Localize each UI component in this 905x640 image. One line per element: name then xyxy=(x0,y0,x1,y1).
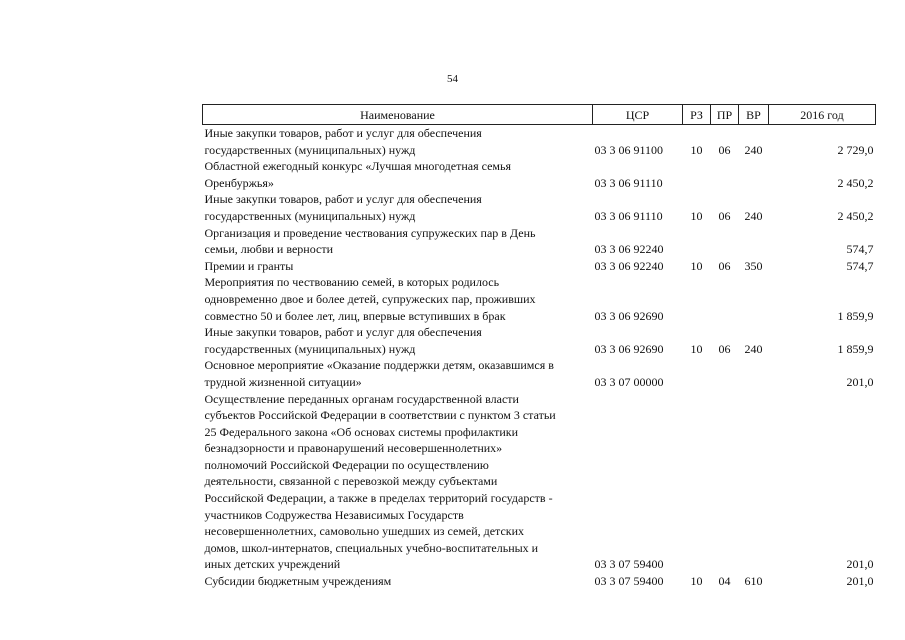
row-name-line: субъектов Российской Федерации в соответствии с пунктом 3 статьи xyxy=(204,408,556,423)
row-pr xyxy=(711,274,739,324)
row-amount: 2 450,2 xyxy=(837,175,874,190)
row-csr: 03 3 07 59400 xyxy=(594,574,664,589)
budget-table xyxy=(202,104,876,590)
row-rz: 10 xyxy=(690,258,703,273)
row-pr: 06 xyxy=(718,258,731,273)
table-header-row xyxy=(203,105,876,125)
row-csr: 03 3 06 92690 xyxy=(594,341,664,356)
row-pr: 06 xyxy=(718,341,731,356)
row-rz: 10 xyxy=(690,142,703,157)
row-name-line: 25 Федерального закона «Об основах системы профилактики xyxy=(204,424,519,439)
row-name-line: Мероприятия по чествованию семей, в которых родилось xyxy=(204,275,500,290)
row-pr xyxy=(711,357,739,390)
row-csr: 03 3 06 91100 xyxy=(594,142,664,157)
row-name-line: совместно 50 и более лет, лиц, впервые вступивших в брак xyxy=(204,308,506,323)
table-row xyxy=(203,324,876,357)
row-csr: 03 3 07 00000 xyxy=(594,374,664,389)
row-name xyxy=(203,125,593,159)
row-vr xyxy=(739,274,769,324)
table-row xyxy=(203,357,876,390)
row-name xyxy=(203,258,593,275)
table-row xyxy=(203,191,876,224)
row-name-line: безнадзорности и правонарушений несовершеннолетних» xyxy=(204,441,503,456)
row-name-line: одновременно двое и более детей, супружеских пар, проживших xyxy=(204,291,536,306)
row-vr xyxy=(739,357,769,390)
table-row xyxy=(203,125,876,159)
row-name xyxy=(203,324,593,357)
row-vr: 240 xyxy=(744,341,763,356)
row-amount: 574,7 xyxy=(846,258,874,273)
column-header-name: Наименование xyxy=(203,105,593,125)
row-name-line: Российской Федерации, а также в пределах территорий государств - xyxy=(204,491,553,506)
row-vr xyxy=(739,158,769,191)
table-row xyxy=(203,258,876,275)
row-name-line: Оренбуржья» xyxy=(204,175,274,190)
row-name-line: несовершеннолетних, самовольно ушедших из семей, детских xyxy=(204,524,525,539)
row-name-line: Осуществление переданных органам государственной власти xyxy=(204,391,519,406)
row-name-line: Субсидии бюджетным учреждениям xyxy=(204,574,392,589)
row-vr xyxy=(739,225,769,258)
row-csr: 03 3 06 92690 xyxy=(594,308,664,323)
row-name-line: Областной ежегодный конкурс «Лучшая многодетная семья xyxy=(204,159,511,174)
table-row xyxy=(203,274,876,324)
row-amount: 201,0 xyxy=(846,374,874,389)
row-name xyxy=(203,357,593,390)
row-pr xyxy=(711,225,739,258)
table-row xyxy=(203,573,876,590)
row-vr: 350 xyxy=(744,258,763,273)
row-name-line: Иные закупки товаров, работ и услуг для обеспечения xyxy=(204,325,482,340)
row-name-line: домов, школ-интернатов, специальных учебно-воспитательных и xyxy=(204,540,539,555)
row-vr: 610 xyxy=(744,574,763,589)
row-amount: 574,7 xyxy=(846,242,874,257)
row-name xyxy=(203,391,593,574)
row-amount: 1 859,9 xyxy=(837,341,874,356)
row-rz xyxy=(683,158,711,191)
row-csr: 03 3 06 92240 xyxy=(594,258,664,273)
row-csr: 03 3 06 92240 xyxy=(594,242,664,257)
row-pr xyxy=(711,158,739,191)
row-rz: 10 xyxy=(690,341,703,356)
row-name-line: участников Содружества Независимых Государств xyxy=(204,507,464,522)
row-rz: 10 xyxy=(690,574,703,589)
row-name-line: Организация и проведение чествования супружеских пар в День xyxy=(204,225,536,240)
row-name-line: полномочий Российской Федерации по осуществлению xyxy=(204,457,489,472)
column-header-year: 2016 год xyxy=(769,105,876,125)
row-pr xyxy=(711,391,739,574)
row-name-line: деятельности, связанной с перевозкой между субъектами xyxy=(204,474,498,489)
row-name xyxy=(203,274,593,324)
table-row xyxy=(203,391,876,574)
row-name-line: иных детских учреждений xyxy=(204,557,341,572)
row-rz xyxy=(683,225,711,258)
column-header-csr: ЦСР xyxy=(593,105,683,125)
row-pr: 04 xyxy=(718,574,731,589)
row-amount: 201,0 xyxy=(846,574,874,589)
row-amount: 2 450,2 xyxy=(837,208,874,223)
row-vr xyxy=(739,391,769,574)
table-body xyxy=(203,125,876,590)
row-name-line: государственных (муниципальных) нужд xyxy=(204,208,416,223)
row-vr: 240 xyxy=(744,142,763,157)
row-rz xyxy=(683,357,711,390)
table-row xyxy=(203,225,876,258)
row-pr: 06 xyxy=(718,142,731,157)
row-name xyxy=(203,158,593,191)
row-name-line: государственных (муниципальных) нужд xyxy=(204,142,416,157)
row-pr: 06 xyxy=(718,208,731,223)
row-name-line: Премии и гранты xyxy=(204,258,294,273)
row-name-line: трудной жизненной ситуации» xyxy=(204,374,362,389)
row-name xyxy=(203,573,593,590)
row-rz: 10 xyxy=(690,208,703,223)
row-amount: 2 729,0 xyxy=(837,142,874,157)
row-amount: 201,0 xyxy=(846,557,874,572)
table-row xyxy=(203,158,876,191)
row-name-line: Иные закупки товаров, работ и услуг для обеспечения xyxy=(204,126,482,140)
row-name-line: государственных (муниципальных) нужд xyxy=(204,341,416,356)
row-name xyxy=(203,191,593,224)
row-name-line: Иные закупки товаров, работ и услуг для обеспечения xyxy=(204,192,482,207)
row-vr: 240 xyxy=(744,208,763,223)
row-rz xyxy=(683,274,711,324)
row-csr: 03 3 07 59400 xyxy=(594,557,664,572)
column-header-rz: РЗ xyxy=(683,105,711,125)
row-name-line: семьи, любви и верности xyxy=(204,242,333,257)
column-header-vr: ВР xyxy=(739,105,769,125)
column-header-pr: ПР xyxy=(711,105,739,125)
row-name-line: Основное мероприятие «Оказание поддержки детям, оказавшимся в xyxy=(204,358,554,373)
row-csr: 03 3 06 91110 xyxy=(594,175,663,190)
row-name xyxy=(203,225,593,258)
row-csr: 03 3 06 91110 xyxy=(594,208,663,223)
row-amount: 1 859,9 xyxy=(837,308,874,323)
row-rz xyxy=(683,391,711,574)
page-number: 54 xyxy=(447,73,458,85)
